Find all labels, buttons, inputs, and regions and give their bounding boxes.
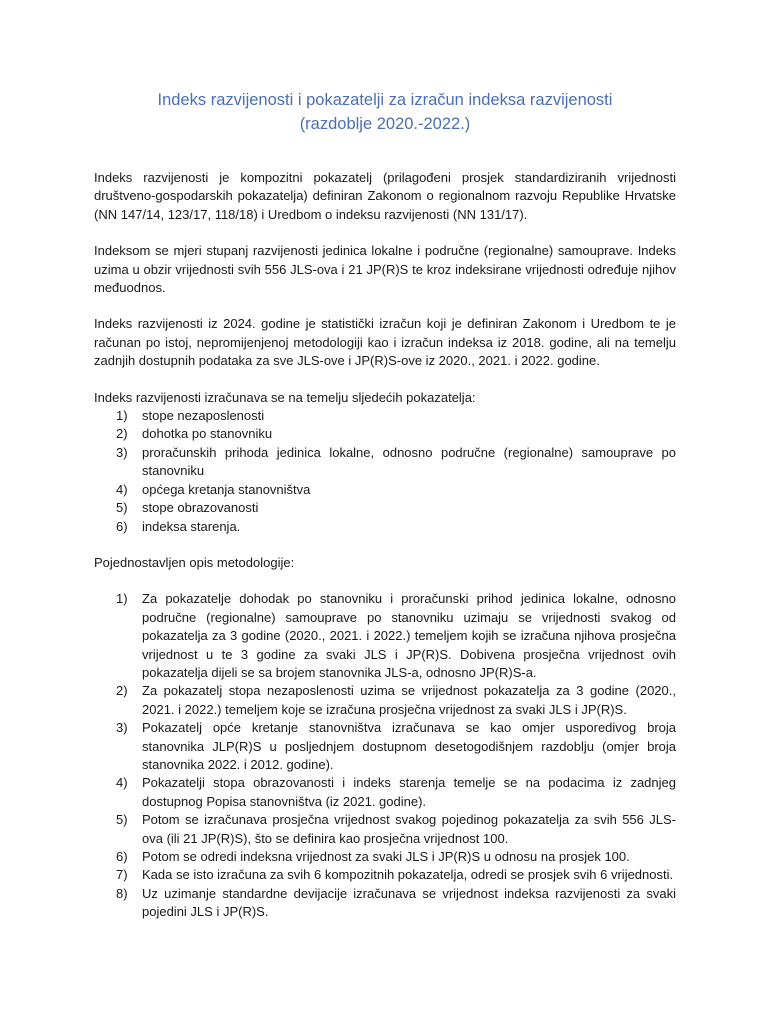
list-item: 4) Pokazatelji stopa obrazovanosti i indeks starenja temelje se na podacima iz zadnjeg dostupnog Popisa stanovništva (iz 2021. godine).	[116, 775, 676, 809]
paragraph-definition: Indeks razvijenosti je kompozitni pokazatelj (prilagođeni prosjek standardiziranih vrijednosti društveno-gospodarskih pokazatelja) definiran Zakonom o regionalnom razvoju Republike Hrvatske (NN 147/14, 123/17, 118/18) i Uredbom o indeksu razvijenosti (NN 131/17).	[94, 170, 676, 222]
list-item: 1) stope nezaposlenosti	[116, 408, 265, 424]
list-item: 5) Potom se izračunava prosječna vrijednost svakog pojedinog pokazatelja za svih 556 JLS-ova (ili 21 JP(R)S), što se definira kao prosječna vrijednost 100.	[116, 812, 676, 846]
paragraph-measurement: Indeksom se mjeri stupanj razvijenosti jedinica lokalne i područne (regionalne) samouprave. Indeks uzima u obzir vrijednosti svih 556 JLS-ova i 21 JP(R)S te kroz indeksirane vrijednosti određuje njihov međuodnos.	[94, 243, 676, 296]
document-page	[94, 88, 676, 922]
list-item: 4) općega kretanja stanovništva	[116, 481, 311, 497]
paragraph-indicators-intro: Indeks razvijenosti izračunava se na temelju sljedećih pokazatelja:	[94, 389, 476, 405]
document-title	[94, 88, 676, 136]
list-item: 6) indeksa starenja.	[116, 518, 241, 534]
list-item: 7) Kada se isto izračuna za svih 6 kompozitnih pokazatelja, odredi se prosjek svih 6 vrijednosti.	[116, 867, 674, 883]
list-item: 1) Za pokazatelje dohodak po stanovniku i proračunski prihod jedinica lokalne, odnosno područne (regionalne) samouprave po stanovniku uzimaju se vrijednosti svakog od pokazatelja za 3 godine (2020., 2021. i 2022.) temeljem kojih se izračuna njihova prosječna vrijednost u te 3 godine za svaki JLS i JP(R)S. Dobivena prosječna vrijednost ovih pokazatelja dijeli se sa brojem stanovnika JLS-a, odnosno JP(R)S-a.	[116, 591, 676, 680]
list-item: 2) Za pokazatelj stopa nezaposlenosti uzima se vrijednost pokazatelja za 3 godine (2020., 2021. i 2022.) temeljem koje se izračuna prosječna vrijednost za svaki JLS i JP(R)S.	[116, 683, 676, 717]
list-item: 2) dohotka po stanovniku	[116, 426, 273, 442]
methodology-list	[94, 590, 676, 921]
methodology-heading: Pojednostavljen opis metodologije:	[94, 554, 295, 570]
list-item: 8) Uz uzimanje standardne devijacije izračunava se vrijednost indeksa razvijenosti za svaki pojedini JLS i JP(R)S.	[116, 885, 676, 920]
title-line-2: (razdoblje 2020.-2022.)	[299, 115, 471, 133]
list-item: 3) Pokazatelj opće kretanje stanovništva izračunava se kao omjer usporedivog broja stanovnika JLP(R)S u posljednjem dostupnom desetogodišnjem razdoblju (omjer broja stanovnika 2022. i 2012. godine).	[116, 720, 676, 772]
title-line-1: Indeks razvijenosti i pokazatelji za izračun indeksa razvijenosti	[157, 91, 613, 109]
list-item: 3) proračunskih prihoda jedinica lokalne, odnosno područne (regionalne) samouprave po stanovniku	[116, 444, 676, 479]
paragraph-calculation-2024: Indeks razvijenosti iz 2024. godine je statistički izračun koji je definiran Zakonom i Uredbom te je računan po istoj, nepromijenjenoj metodologiji kao i izračun indeksa iz 2018. godine, ali na temelju zadnjih dostupnih podataka za sve JLS-ove i JP(R)S-ove iz 2020., 2021. i 2022. godine.	[94, 316, 676, 369]
list-item: 6) Potom se odredi indeksna vrijednost za svaki JLS i JP(R)S u odnosu na prosjek 100.	[116, 849, 630, 864]
list-item: 5) stope obrazovanosti	[116, 500, 259, 516]
indicators-list	[94, 407, 676, 536]
